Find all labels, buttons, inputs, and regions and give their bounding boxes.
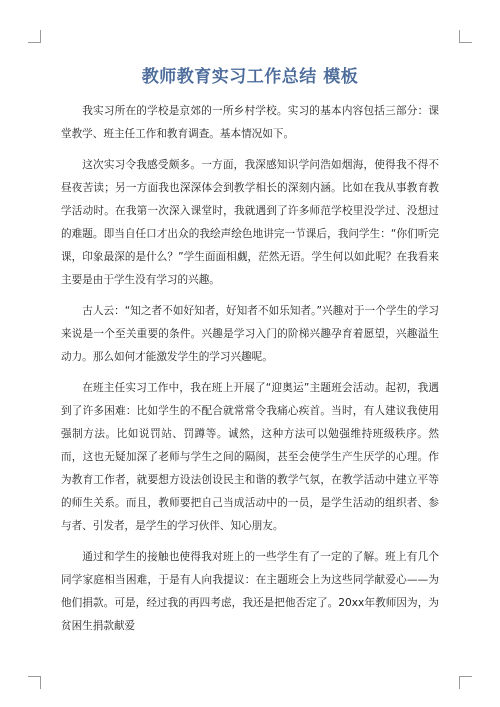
crop-mark-top-left — [28, 30, 41, 43]
paragraph: 这次实习令我感受颇多。一方面，我深感知识学问浩如烟海，使得我不得不昼夜苦读；另一方面我也深深体会到教学相长的深刻内涵。比如在我从事教育教学活动时。在我第一次深入课堂时，我就遇到了许多师范学校里没学过、没想过的难题。即当自任口才出众的我绘声绘色地讲完一节课后，我问学生：“你们听完课，印象最深的是什么？”学生面面相觑，茫然无语。学生何以如此呢？在我看来主要是由于学生没有学习的兴趣。 — [61, 159, 439, 286]
document-title: 教师教育实习工作总结 模板 — [141, 67, 359, 87]
paragraph: 我实习所在的学校是京郊的一所乡村学校。实习的基本内容包括三部分：课堂教学、班主任工作和教育调查。基本情况如下。 — [61, 105, 439, 140]
document-body — [61, 100, 439, 646]
paragraph: 在班主任实习工作中，我在班上开展了“迎奥运”主题班会活动。起初，我遇到了许多困难：比如学生的不配合就常常令我痛心疾首。当时，有人建议我使用强制方法。比如说罚站、罚蹲等。诚然，这种方法可以勉强维持班级秩序。然而，这也无疑加深了老师与学生之间的隔阂，甚至会使学生产生厌学的心理。作为教育工作者，就要想方设法创设民主和谐的教学气氛，在教学活动中建立平等的师生关系。而且，教师要把自己当成活动中的一员，是学生活动的组织者、参与者、引发者，是学生的学习伙伴、知心朋友。 — [61, 382, 439, 532]
crop-mark-bottom-left — [28, 676, 41, 689]
crop-mark-bottom-right — [459, 676, 472, 689]
paragraph: 通过和学生的接触也使得我对班上的一些学生有了一定的了解。班上有几个同学家庭相当困难，于是有人向我提议：在主题班会上为这些同学献爱心——为他们捐款。可是，经过我的再四考虑，我还是把他否定了。20xx年教师因为，为贫困生捐款献爱 — [61, 551, 439, 632]
crop-mark-top-right — [459, 30, 472, 43]
paragraph: 古人云：“知之者不如好知者，好知者不如乐知者。”兴趣对于一个学生的学习来说是一个至关重要的条件。兴趣是学习入门的阶梯兴趣孕育着愿望，兴趣溢生动力。那么如何才能激发学生的学习兴趣呢。 — [61, 305, 439, 363]
